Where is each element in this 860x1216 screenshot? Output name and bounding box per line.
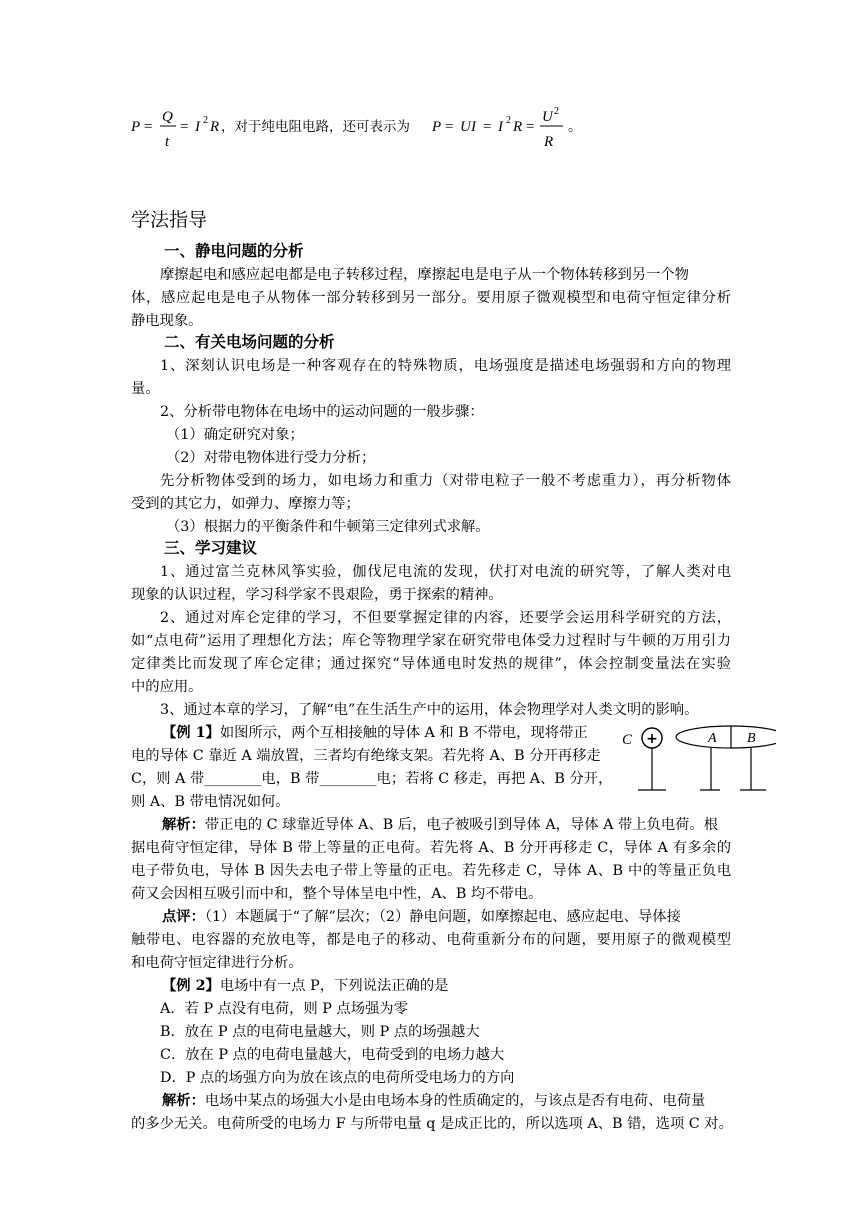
comment-label: 点评： bbox=[162, 909, 205, 925]
svg-text:U: U bbox=[542, 109, 553, 125]
part3-line-3: 2、通过对库仑定律的学习，不但要掌握定律的内容，还要学会运用科学研究的方法， bbox=[160, 610, 731, 626]
svg-text:=: = bbox=[144, 119, 153, 135]
svg-text:R: R bbox=[513, 119, 523, 135]
svg-text:I: I bbox=[498, 119, 503, 135]
example1-analysis-1: 解析：带正电的 C 球靠近导体 A、B 后，电子被吸引到导体 A，导体 A 带上负电荷。根 bbox=[162, 817, 719, 833]
formula-p: P bbox=[131, 119, 141, 135]
svg-text:U: U bbox=[460, 119, 471, 135]
part3-line-4: 如“点电荷”运用了理想化方法；库仑等物理学家在研究带电体受力过程时与牛顿的万用引力 bbox=[131, 633, 731, 649]
part2-title: 二、有关电场问题的分析 bbox=[164, 333, 335, 351]
svg-text:=: = bbox=[445, 119, 454, 135]
svg-text:=: = bbox=[526, 119, 535, 135]
svg-text:2: 2 bbox=[554, 106, 559, 117]
svg-text:I: I bbox=[471, 119, 476, 135]
conductor-diagram bbox=[616, 716, 776, 794]
example2-option-a: A．若 P 点没有电荷，则 P 点场强为零 bbox=[160, 1001, 408, 1017]
example1-comment-1: 点评：（1）本题属于“了解”层次；（2）静电问题，如摩擦起电、感应起电、导体接 bbox=[162, 909, 681, 925]
part2-line-2: 量。 bbox=[131, 381, 160, 397]
part2-line-1: 1、深刻认识电场是一种客观存在的特殊物质，电场强度是描述电场强弱和方向的物理 bbox=[160, 358, 731, 374]
figure-label-a: A bbox=[708, 731, 717, 746]
svg-text:R: R bbox=[210, 119, 220, 135]
part3-title: 三、学习建议 bbox=[164, 539, 258, 557]
part3-line-6: 中的应用。 bbox=[131, 679, 203, 695]
figure-label-c: C bbox=[622, 732, 633, 748]
example1-analysis-3: 电子带负电，导体 B 因失去电子带上等量的正电。若先移走 C，导体 A、B 中的等量正负电 bbox=[131, 863, 731, 879]
example2-analysis-2: 的多少无关。电荷所受的电场力 F 与所带电量 q 是成正比的，所以选项 A、B 错，选项 C 对。 bbox=[131, 1116, 733, 1132]
example2-option-c: C．放在 P 点的电荷电量越大，电荷受到的电场力越大 bbox=[160, 1047, 505, 1063]
example2-option-b: B．放在 P 点的电荷电量越大，则 P 点的场强越大 bbox=[160, 1024, 480, 1040]
formula-t: t bbox=[165, 134, 170, 150]
svg-text:R: R bbox=[544, 134, 554, 150]
part2-line-4: （1）确定研究对象； bbox=[166, 427, 304, 443]
example1-analysis-4: 荷又会因相互吸引而中和，整个导体呈电中性，A、B 均不带电。 bbox=[131, 886, 543, 902]
example1-line-1: 【例 1】如图所示，两个互相接触的导体 A 和 B 不带电，现将带正 bbox=[162, 725, 588, 741]
svg-text:I: I bbox=[195, 119, 200, 135]
part3-line-7: 3、通过本章的学习，了解“电”在生活生产中的运用，体会物理学对人类文明的影响。 bbox=[160, 702, 699, 718]
conductor-ab bbox=[676, 726, 776, 748]
example2-analysis-1: 解析：电场中某点的场强大小是由电场本身的性质确定的，与该点是否有电荷、电荷量 bbox=[162, 1093, 706, 1109]
part1-line-2: 体，感应起电是电子从物体一部分转移到另一部分。要用原子微观模型和电荷守恒定律分析 bbox=[131, 290, 731, 306]
example2-question: 【例 2】电场中有一点 P，下列说法正确的是 bbox=[162, 978, 449, 994]
svg-text:=: = bbox=[180, 119, 189, 135]
power-formula bbox=[131, 106, 731, 152]
part2-line-6: 先分析物体受到的场力，如电场力和重力（对带电粒子一般不考虑重力），再分析物体 bbox=[160, 473, 731, 489]
part3-line-5: 定律类比而发现了库仑定律；通过探究“导体通电时发热的规律”，体会控制变量法在实验 bbox=[131, 656, 731, 672]
example1-label: 【例 1】 bbox=[162, 725, 220, 741]
example1-comment-2: 触带电、电容器的充放电等，都是电子的移动、电荷重新分布的问题，要用原子的微观模型 bbox=[131, 932, 731, 948]
figure-label-b: B bbox=[747, 731, 756, 746]
part1-title: 一、静电问题的分析 bbox=[164, 242, 304, 260]
part3-line-1: 1、通过富兰克林风筝实验，伽伐尼电流的发现，伏打对电流的研究等，了解人类对电 bbox=[160, 564, 731, 580]
analysis-label-1: 解析： bbox=[162, 817, 205, 833]
part3-line-2: 现象的认识过程，学习科学家不畏艰险，勇于探索的精神。 bbox=[131, 587, 503, 603]
svg-text:P: P bbox=[432, 119, 442, 135]
example1-line-2: 电的导体 C 靠近 A 端放置，三者均有绝缘支架。若先将 A、B 分开再移走 bbox=[131, 748, 601, 764]
example1-line-4: 则 A、B 带电情况如何。 bbox=[131, 794, 290, 810]
formula-text: ，对于纯电阻电路，还可表示为 bbox=[221, 119, 410, 135]
example1-comment-3: 和电荷守恒定律进行分析。 bbox=[131, 955, 303, 971]
plus-sign: + bbox=[646, 731, 658, 747]
part1-line-3: 静电现象。 bbox=[131, 313, 203, 329]
part2-line-5: （2）对带电物体进行受力分析； bbox=[166, 450, 376, 466]
part2-line-7: 受到的其它力，如弹力、摩擦力等； bbox=[131, 496, 360, 512]
example1-line-3: C，则 A 带________电，B 带________电；若将 C 移走，再把 A、B 分开， bbox=[131, 771, 613, 787]
formula-q: Q bbox=[162, 109, 173, 125]
part2-line-3: 2、分析带电物体在电场中的运动问题的一般步骤： bbox=[160, 404, 484, 420]
svg-text:=: = bbox=[483, 119, 492, 135]
section-heading: 学法指导 bbox=[131, 209, 208, 231]
svg-text:2: 2 bbox=[506, 115, 511, 126]
example2-option-d: D．P 点的场强方向为放在该点的电荷所受电场力的方向 bbox=[160, 1070, 515, 1086]
part1-line-1: 摩擦起电和感应起电都是电子转移过程，摩擦起电是电子从一个物体转移到另一个物 bbox=[160, 267, 689, 283]
example1-analysis-2: 据电荷守恒定律，导体 B 带上等量的正电荷。若先将 A、B 分开再移走 C，导体 A 有多余的 bbox=[131, 840, 731, 856]
svg-text:2: 2 bbox=[203, 115, 208, 126]
analysis-label-2: 解析： bbox=[162, 1093, 205, 1109]
svg-text:。: 。 bbox=[568, 119, 582, 135]
part2-line-8: （3）根据力的平衡条件和牛顿第三定律列式求解。 bbox=[166, 519, 490, 535]
example2-label: 【例 2】 bbox=[162, 978, 220, 994]
